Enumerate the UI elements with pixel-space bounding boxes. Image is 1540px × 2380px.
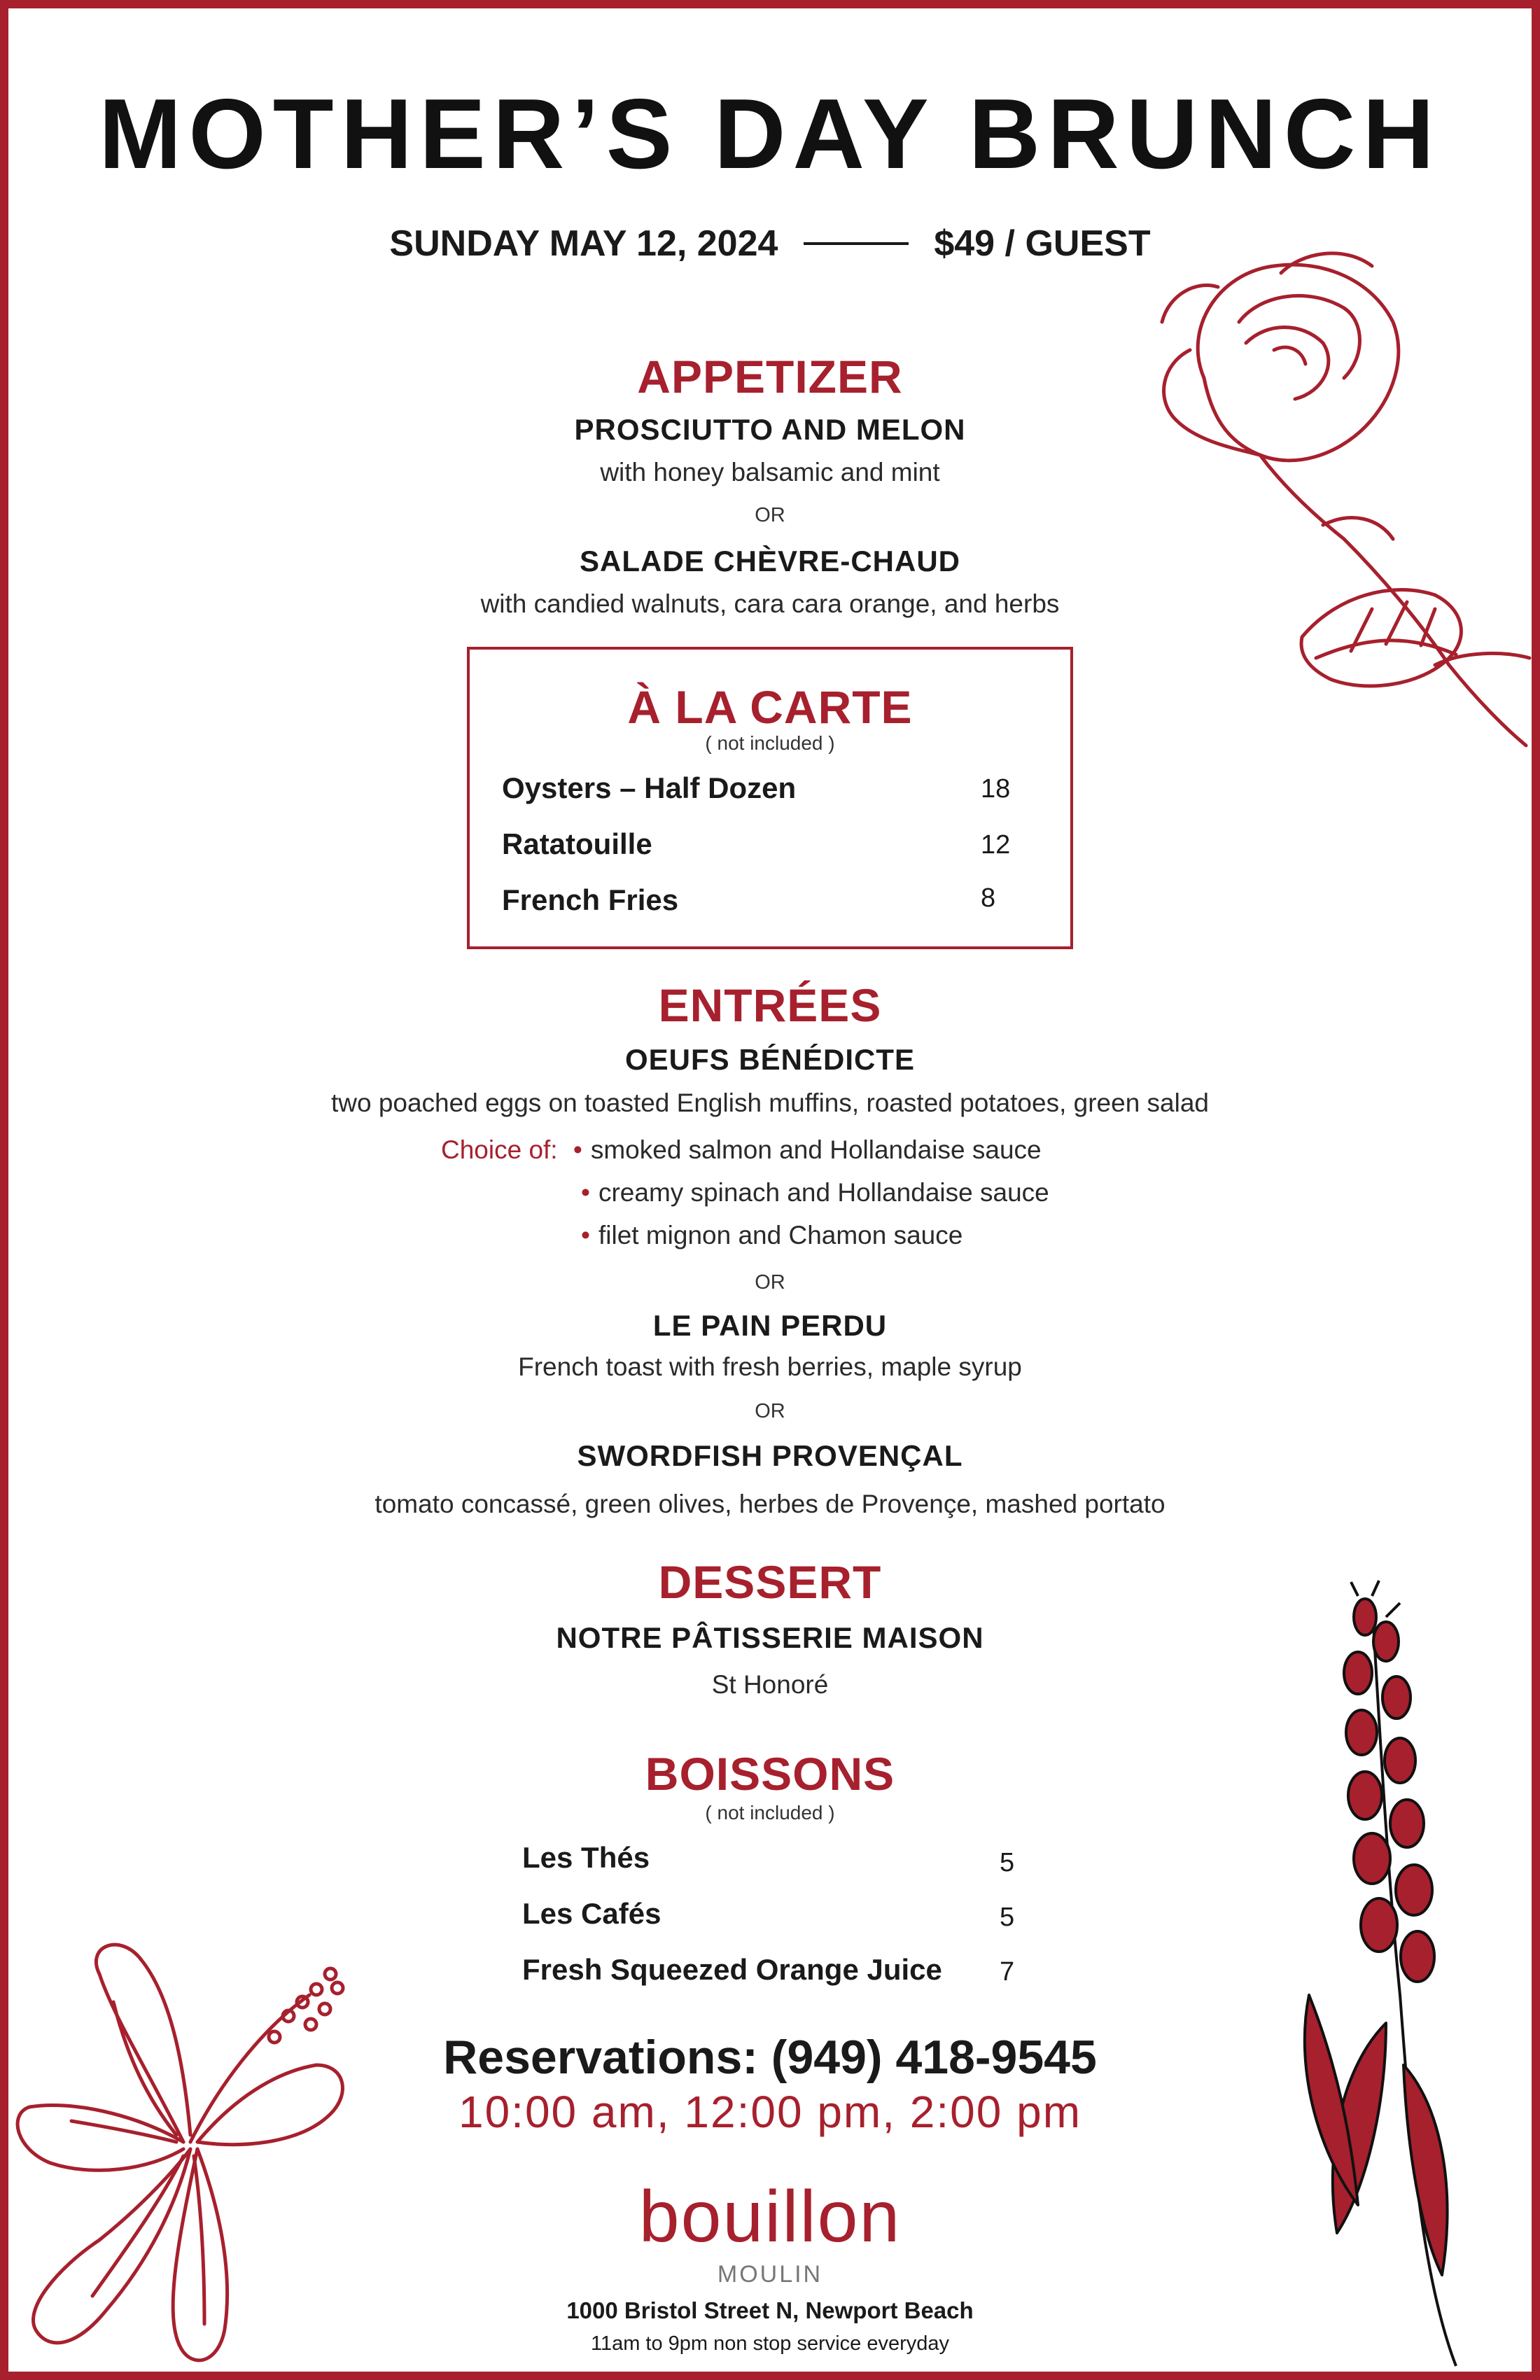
event-price: $49 / GUEST xyxy=(934,223,1151,264)
appetizer-item-2-name: SALADE CHÈVRE-CHAUD xyxy=(579,545,961,578)
boissons-item-price: 5 xyxy=(1000,1903,1015,1932)
boissons-item-name: Fresh Squeezed Orange Juice xyxy=(522,1953,942,1986)
boissons-item-name: Les Cafés xyxy=(522,1897,662,1930)
event-dateline xyxy=(0,223,1540,265)
dessert-name: NOTRE PÂTISSERIE MAISON xyxy=(556,1621,984,1654)
a-la-carte-item-price: 8 xyxy=(981,883,996,913)
entrees-heading: ENTRÉES xyxy=(658,979,882,1031)
appetizer-heading: APPETIZER xyxy=(637,351,903,402)
appetizer-item-2-desc: with candied walnuts, cara cara orange, and herbs xyxy=(480,589,1060,618)
event-date: SUNDAY MAY 12, 2024 xyxy=(389,223,778,264)
choice-item: filet mignon and Chamon sauce xyxy=(598,1221,963,1250)
entree-swordfish-name: SWORDFISH PROVENÇAL xyxy=(577,1439,963,1472)
boissons-heading: BOISSONS xyxy=(645,1748,895,1800)
entree-pain-perdu-desc: French toast with fresh berries, maple syrup xyxy=(518,1352,1022,1381)
entrees-or: OR xyxy=(755,1400,785,1422)
a-la-carte-item-name: Ratatouille xyxy=(502,827,652,860)
dessert-desc: St Honoré xyxy=(711,1670,829,1699)
choice-item: creamy spinach and Hollandaise sauce xyxy=(598,1178,1049,1207)
reservations-phone: Reservations: (949) 418-9545 xyxy=(443,2031,1097,2084)
a-la-carte-item-price: 18 xyxy=(981,774,1011,804)
a-la-carte-note: ( not included ) xyxy=(705,732,835,754)
entrees-or: OR xyxy=(755,1271,785,1294)
restaurant-address: 1000 Bristol Street N, Newport Beach xyxy=(566,2297,974,2323)
menu-title: MOTHER’S DAY BRUNCH xyxy=(99,78,1441,190)
choice-row xyxy=(581,1178,1049,1208)
bullet-icon: • xyxy=(581,1178,590,1207)
boissons-note: ( not included ) xyxy=(705,1802,835,1823)
choice-item: smoked salmon and Hollandaise sauce xyxy=(590,1135,1042,1164)
a-la-carte-item-name: Oysters – Half Dozen xyxy=(502,771,797,804)
appetizer-item-1-name: PROSCIUTTO AND MELON xyxy=(574,413,966,446)
bullet-icon: • xyxy=(573,1135,582,1164)
appetizer-or: OR xyxy=(755,504,785,526)
reservation-times: 10:00 am, 12:00 pm, 2:00 pm xyxy=(458,2087,1082,2137)
dessert-heading: DESSERT xyxy=(658,1556,882,1608)
boissons-item-price: 5 xyxy=(1000,1848,1015,1877)
choice-row xyxy=(581,1221,962,1250)
a-la-carte-box xyxy=(467,647,1073,949)
boissons-item-price: 7 xyxy=(1000,1957,1015,1987)
a-la-carte-heading: À LA CARTE xyxy=(627,681,913,733)
entree-swordfish-desc: tomato concassé, green olives, herbes de Provençe, mashed portato xyxy=(374,1490,1166,1518)
restaurant-logo: bouillon xyxy=(638,2176,902,2258)
choice-row xyxy=(441,1135,1042,1165)
boissons-item-name: Les Thés xyxy=(522,1841,650,1874)
entree-pain-perdu-name: LE PAIN PERDU xyxy=(652,1309,888,1342)
appetizer-item-1-desc: with honey balsamic and mint xyxy=(600,458,940,486)
choice-label: Choice of: xyxy=(441,1135,558,1164)
a-la-carte-item-price: 12 xyxy=(981,830,1011,860)
restaurant-hours: 11am to 9pm non stop service everyday xyxy=(590,2332,950,2355)
rose-illustration xyxy=(1141,245,1533,749)
restaurant-sublogo: MOULIN xyxy=(717,2261,823,2288)
a-la-carte-item-name: French Fries xyxy=(502,883,679,916)
dateline-rule xyxy=(804,242,909,245)
entree-benedicte-name: OEUFS BÉNÉDICTE xyxy=(624,1043,916,1076)
entree-benedicte-desc: two poached eggs on toasted English muffins, roasted potatoes, green salad xyxy=(330,1088,1210,1117)
bullet-icon: • xyxy=(581,1221,590,1250)
